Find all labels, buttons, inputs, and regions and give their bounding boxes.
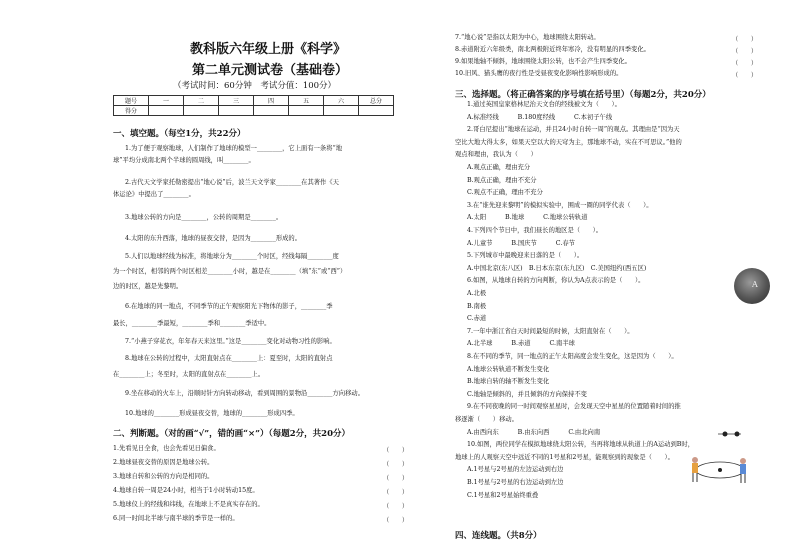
choice-line: C.赤道 <box>467 315 487 323</box>
choice-line: 10.如图，两位同学在模拟地球绕太阳公转，当再将地球从轨道上的A运动到B时， <box>467 441 694 449</box>
choice-line: A.太阳 B.地球 C.地球公转轨道 <box>467 214 588 222</box>
judgment-item: 6.同一时间北半球与南半球的季节是一样的。 <box>113 515 239 522</box>
choice-line: A.儿童节 B.国庆节 C.春节 <box>467 239 575 247</box>
choice-line: B.观点正确，理由不充分 <box>467 176 537 184</box>
score-cell: 得分 <box>114 106 149 116</box>
score-input[interactable] <box>254 106 289 116</box>
fill-blank-line: 在________上；冬至时，太阳的直射点在________上。 <box>113 371 265 378</box>
fill-blank-line: 3.地球公转的方向是________，公转的周期是________。 <box>125 214 283 221</box>
fill-blank-line: 9.坐在移动的火车上，沿顺时针方向转动移动，看到周围的景物沿________方向移动。 <box>125 390 364 397</box>
exam-subtitle: 第二单元测试卷（基础卷） <box>192 63 349 78</box>
answer-paren[interactable]: （ ） <box>732 72 758 79</box>
choice-line: A.1号星与2号星的左边运动到右边 <box>467 466 564 474</box>
fill-blank-line: 4.太阳的东升西落，地球的昼夜交替，是因为________形成的。 <box>125 235 302 242</box>
judgment-item: 3.地球自转和公转的方向是相同的。 <box>113 473 214 480</box>
answer-paren[interactable]: （ ） <box>383 517 409 524</box>
score-cell: 二 <box>184 96 219 106</box>
choice-line: 5.下列城市中最晚迎来日落的是（ ）。 <box>467 252 584 260</box>
fill-blank-line: 5.人们以地球经线为标准，将地球分为________个时区，经线每隔________度 <box>125 253 339 260</box>
judgment-item: 10.旧风、猫头鹰的夜行性是受昼夜变化影响性影响形成的。 <box>455 70 623 77</box>
fill-blank-line: 7.“小燕子穿花衣，年年春天来这里。”这是________变化对动物习性的影响。 <box>125 338 336 345</box>
score-cell: 题号 <box>114 96 149 106</box>
answer-paren[interactable]: （ ） <box>383 447 409 454</box>
judgment-item: 9.如果地轴不倾斜，地球围绕太阳公转，也不会产生四季变化。 <box>455 58 632 65</box>
choice-line: 观点和理由，我认为（ ） <box>455 151 537 159</box>
choice-line: 地球上的人观察天空中远近不同的1号星和2号星，能观察到的现象是（ ）。 <box>455 453 674 461</box>
choice-line: 6.如图，从地球自转的方向判断，你认为A点表示的是（ ）。 <box>467 277 645 285</box>
orbit-figure-icon <box>685 430 755 488</box>
section-3-title: 三、选择题。（将正确答案的序号填在括号里）（每题2分，共20分） <box>455 90 711 100</box>
choice-line: 2.哥白尼提出“地球在运动，并且24小时自转一周”的观点。其理由是“因为天 <box>467 126 680 134</box>
choice-line: A.地球公转轨道不断发生变化 <box>467 365 550 373</box>
choice-line: 9.在不同夜晚的同一时间观察星星时，会发现天空中星星的位置随着时间的推 <box>467 403 681 411</box>
choice-line: C.地轴是倾斜的，并且倾斜的方向保持不变 <box>467 390 587 398</box>
section-2-title: 二、判断题。（对的画“√”，错的画“×”）（每题2分，共20分） <box>113 429 351 439</box>
choice-line: 8.在不同的季节，同一地点的正午太阳高度会发生变化，这是因为（ ）。 <box>467 353 678 360</box>
choice-line: B.1号星与2号星的右边运动到左边 <box>467 479 564 486</box>
choice-line: C.1号星和2号星始终重叠 <box>467 491 539 499</box>
choice-line: B.地球自转的轴不断发生变化 <box>467 378 550 386</box>
score-input[interactable] <box>359 106 394 116</box>
choice-line: A.北极 <box>467 290 487 297</box>
answer-paren[interactable]: （ ） <box>383 461 409 468</box>
judgment-item: 7.“地心说”是指以太阳为中心，地球围绕太阳转动。 <box>455 34 600 41</box>
fill-blank-line: 体运论》中提出了________。 <box>113 191 195 198</box>
choice-line: 3.在“谁先迎来黎明”的模拟实验中，围成一圈的同学代表（ ）。 <box>467 201 653 209</box>
section-1-title: 一、填空题。（每空1分，共22分） <box>113 129 246 139</box>
score-cell: 总分 <box>359 96 394 106</box>
fill-blank-line: 为一个时区，相邻的两个时区相差________小时，越是在________（填“东”或“西”） <box>113 268 347 275</box>
score-input[interactable] <box>184 106 219 116</box>
judgment-item: 1.先看见日全食，也会先看见日偏食。 <box>113 445 220 452</box>
choice-line: B.南极 <box>467 302 487 310</box>
score-input[interactable] <box>219 106 254 116</box>
score-input[interactable] <box>149 106 184 116</box>
judgment-item: 8.赤道附近六年级类，南北两极附近终年寒冷，没有明显的四季变化。 <box>455 46 650 53</box>
fill-blank-line: 边的时区，越是先黎明。 <box>113 283 183 290</box>
fill-blank-line: 10.地球的________形成昼夜交替，地球的________形成四季。 <box>125 410 299 417</box>
choice-line: 4.下列四个节日中，我们昼长的地区是（ ）。 <box>467 227 603 234</box>
fill-blank-line: 球”平均分成南北两个半球的圆周线，叫________。 <box>113 157 255 164</box>
answer-paren[interactable]: （ ） <box>383 475 409 482</box>
choice-line: A.观点正确，理由充分 <box>467 164 531 171</box>
section-4-title: 四、连线题。（共8分） <box>455 531 542 541</box>
answer-paren[interactable]: （ ） <box>732 60 758 67</box>
globe-label: A <box>752 280 758 289</box>
score-cell: 四 <box>254 96 289 106</box>
score-cell: 六 <box>324 96 359 106</box>
choice-line: C.观点不正确，理由不充分 <box>467 189 543 197</box>
choice-line: A.北半球 B.赤道 C.南半球 <box>467 340 575 348</box>
answer-paren[interactable]: （ ） <box>732 48 758 55</box>
fill-blank-line: 8.地球在公转的过程中，太阳直射点在________上：夏至时，太阳的直射点 <box>125 355 333 362</box>
score-input[interactable] <box>289 106 324 116</box>
fill-blank-line: 1.为了便于观察地球，人们制作了地球的模型一________，它上面有一条将“地 <box>125 145 343 152</box>
fill-blank-line: 最长，________季最短，________季和________季适中。 <box>113 320 271 327</box>
fill-blank-line: 2.古代天文学家托勒密提出“地心说”后，波兰天文学家________在其著作《天 <box>125 179 339 186</box>
choice-line: 1.通过英国皇家格林尼治天文台的经线被文为（ ）。 <box>467 101 621 108</box>
score-row-header <box>114 96 394 106</box>
choice-line: A.标准经线 B.180度经线 C.本初子午线 <box>467 113 613 121</box>
answer-paren[interactable]: （ ） <box>732 36 758 43</box>
choice-line: 7.一年中浙江省白天时间最短的时候，太阳直射在（ ）。 <box>467 327 634 335</box>
score-table <box>113 95 394 116</box>
judgment-item: 5.地球仪上的经线和纬线，在地球上不是真实存在的。 <box>113 501 264 508</box>
score-row-values <box>114 106 394 116</box>
choice-line: A.由西向东 B.由东向西 C.由北向南 <box>467 428 601 436</box>
score-cell: 一 <box>149 96 184 106</box>
score-cell: 五 <box>289 96 324 106</box>
answer-paren[interactable]: （ ） <box>383 503 409 510</box>
exam-title: 教科版六年级上册《科学》 <box>190 42 347 57</box>
answer-paren[interactable]: （ ） <box>383 489 409 496</box>
judgment-item: 2.地球昼夜交替的原因是地球公转。 <box>113 459 214 466</box>
exam-info: （考试时间：60分钟 考试分值：100分） <box>173 81 337 91</box>
score-cell: 三 <box>219 96 254 106</box>
choice-line: 空比大地大得太多，如果天空以大的天穹为主，那地球不动，实在不可思议。”他的 <box>455 138 682 146</box>
fill-blank-line: 6.在地球的同一地点，不同季节的正午观察阳光下物体的影子，________季 <box>125 303 333 310</box>
choice-line: A.中国北京(东八区) B.日本东京(东九区) C.美国纽约(西五区) <box>467 264 647 272</box>
judgment-item: 4.地球自转一周是24小时，相当于1小时转动15度。 <box>113 487 259 494</box>
score-input[interactable] <box>324 106 359 116</box>
choice-line: 移逐渐（ ）移动。 <box>455 416 518 423</box>
